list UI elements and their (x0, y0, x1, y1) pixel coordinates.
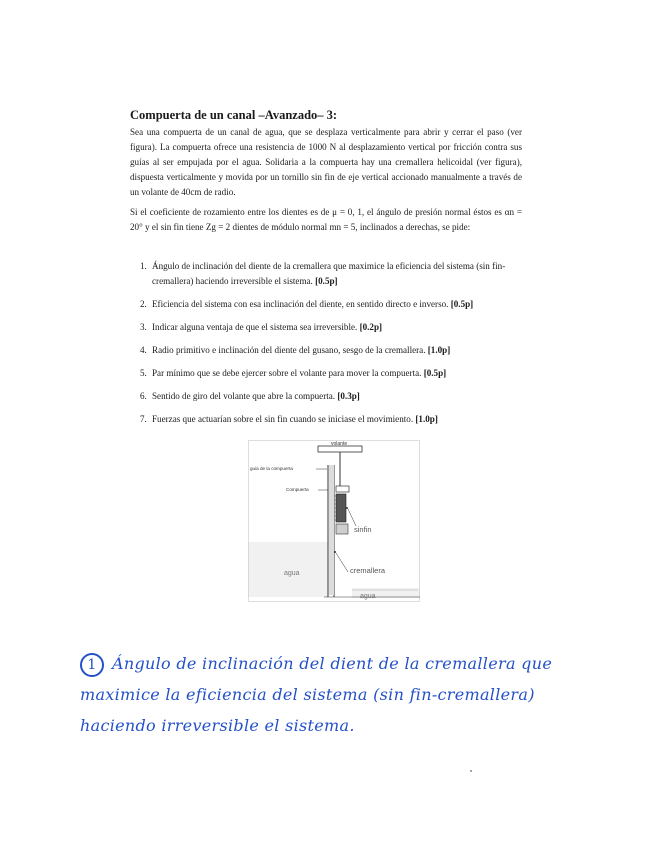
label-sinfin: sinfin (354, 525, 372, 534)
question-item (140, 389, 525, 404)
problem-title: Compuerta de un canal –Avanzado– 3: (130, 108, 338, 122)
question-text: Indicar alguna ventaja de que el sistema sea irreversible. (152, 322, 360, 332)
question-text: Par mínimo que se debe ejercer sobre el volante para mover la compuerta. (152, 368, 424, 378)
intro-paragraph: Sea una compuerta de un canal de agua, que se desplaza verticalmente para abrir y cerrar el paso (ver figura). La compuerta ofrece una resistencia de 1000 N al desplazamiento vertical por fricción contra sus guías al ser empujada por el agua. Solidaria a la compuerta hay una cremallera helicoidal (ver figura), dispuesta verticalmente y movida por un tornillo sin fin de eje vertical accionado manualmente a través de un volante de 40cm de radio. (130, 127, 522, 197)
question-number: 6. (140, 391, 147, 401)
label-cremallera: cremallera (350, 566, 386, 575)
question-text: Fuerzas que actuarían sobre el sin fin cuando se iniciase el movimiento. (152, 414, 416, 424)
label-agua-bottom: agua (360, 593, 376, 600)
question-number: 2. (140, 299, 147, 309)
conditions-paragraph: Si el coeficiente de rozamiento entre los dientes es de μ = 0, 1, el ángulo de presión normal éstos es αn = 20° y el sin fin tiene Zg = 2 dientes de módulo normal mn = 5, inclinados a derechas, se pide: (130, 207, 522, 232)
question-points: [0.2p] (359, 322, 383, 332)
question-item (140, 366, 525, 381)
question-number: 1. (140, 261, 147, 271)
question-text: Eficiencia del sistema con esa inclinación del diente, en sentido directo e inverso. (152, 299, 451, 309)
question-points: [0.5p] (423, 368, 447, 378)
question-list (140, 259, 525, 427)
question-item (140, 412, 525, 427)
question-points: [0.5p] (315, 276, 338, 286)
label-guia: guia de la compuerta (250, 466, 293, 471)
question-text: Sentido de giro del volante que abre la compuerta. (152, 391, 338, 401)
handwritten-number: 1 (80, 653, 104, 677)
label-volante: volante (331, 441, 348, 447)
question-item (140, 259, 525, 289)
question-points: [1.0p] (415, 414, 438, 424)
question-number: 7. (140, 414, 147, 424)
handwritten-note (80, 648, 580, 741)
question-number: 3. (140, 322, 147, 332)
question-points: [0.3p] (337, 391, 360, 401)
question-points: [1.0p] (427, 345, 451, 355)
label-compuerta: Compuerta (286, 487, 309, 492)
question-number: 4. (140, 345, 147, 355)
question-item (140, 297, 525, 312)
question-text: Ángulo de inclinación del diente de la cremallera que maximice la eficiencia del sistema (sin fin-cremallera) haciendo irreversible el sistema. (152, 261, 506, 286)
ink-dot (470, 770, 472, 772)
question-item (140, 320, 525, 335)
gate-panel (329, 465, 334, 595)
question-item (140, 343, 525, 358)
question-text: Radio primitivo e inclinación del diente del gusano, sesgo de la cremallera. (152, 345, 428, 355)
gate-mechanism-figure (248, 440, 420, 602)
question-number: 5. (140, 368, 147, 378)
handwritten-text: Ángulo de inclinación del dient de la cremallera que maximice la eficiencia del sistema (sin fin-cremallera) haciendo irreversible el sistema. (80, 654, 553, 735)
question-points: [0.5p] (450, 299, 474, 309)
worm-gear-shape (336, 494, 346, 522)
label-agua-left: agua (284, 570, 300, 577)
